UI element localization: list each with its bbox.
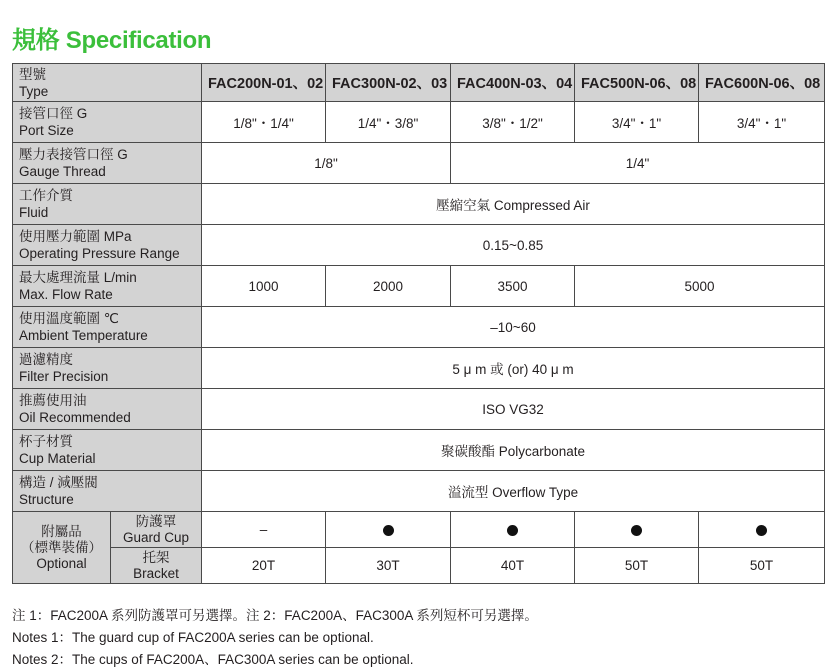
- table-row: [13, 548, 825, 584]
- table-cell: ISO VG32: [202, 389, 825, 430]
- table-cell: [575, 512, 699, 548]
- table-cell: [699, 512, 825, 548]
- table-cell: 溢流型 Overflow Type: [202, 471, 825, 512]
- table-cell: 3500: [451, 266, 575, 307]
- table-row: [13, 512, 825, 548]
- table-cell: 50T: [575, 548, 699, 584]
- row-label-structure: 構造 / 減壓閥 Structure: [13, 471, 202, 512]
- table-row: [13, 307, 825, 348]
- note-zh: 注 1：FAC200A 系列防護罩可另選擇。注 2：FAC200A、FAC300A 系列短杯可另選擇。: [12, 608, 538, 623]
- type-label: 型號 Type: [13, 64, 202, 102]
- model-header: FAC500N-06、08: [575, 64, 699, 102]
- table-cell: 1/8"・1/4": [202, 102, 326, 143]
- row-label-max-flow: 最大處理流量 L/min Max. Flow Rate: [13, 266, 202, 307]
- table-row: [13, 348, 825, 389]
- filled-dot-icon: [756, 525, 767, 536]
- row-label-port-size: 接管口徑 G Port Size: [13, 102, 202, 143]
- row-label-gauge-thread: 壓力表接管口徑 G Gauge Thread: [13, 143, 202, 184]
- row-label-optional: 附屬品 （標準裝備） Optional: [13, 512, 111, 584]
- table-row: [13, 430, 825, 471]
- table-row: [13, 184, 825, 225]
- table-cell: 壓縮空氣 Compressed Air: [202, 184, 825, 225]
- sub-label-bracket: 托架 Bracket: [111, 548, 202, 584]
- note-en-2: Notes 2：The cups of FAC200A、FAC300A series can be optional.: [12, 652, 414, 667]
- table-cell: 1000: [202, 266, 326, 307]
- table-cell: [451, 512, 575, 548]
- table-cell: 40T: [451, 548, 575, 584]
- table-cell: 3/4"・1": [699, 102, 825, 143]
- title-en: Specification: [65, 27, 212, 54]
- table-cell: –10~60: [202, 307, 825, 348]
- table-row: [13, 389, 825, 430]
- row-label-fluid: 工作介質 Fluid: [13, 184, 202, 225]
- table-cell: 50T: [699, 548, 825, 584]
- table-cell: 3/8"・1/2": [451, 102, 575, 143]
- row-label-pressure-range: 使用壓力範圍 MPa Operating Pressure Range: [13, 225, 202, 266]
- row-label-oil: 推薦使用油 Oil Recommended: [13, 389, 202, 430]
- table-cell: [326, 512, 451, 548]
- table-row: [13, 225, 825, 266]
- table-cell: 2000: [326, 266, 451, 307]
- model-header: FAC200N-01、02: [202, 64, 326, 102]
- table-cell: 1/4": [451, 143, 825, 184]
- table-cell: 0.15~0.85: [202, 225, 825, 266]
- table-cell: –: [202, 512, 326, 548]
- note-en-1: Notes 1：The guard cup of FAC200A series can be optional.: [12, 630, 374, 645]
- specification-table: [12, 63, 825, 584]
- sub-label-guard-cup: 防護罩 Guard Cup: [111, 512, 202, 548]
- table-cell: 3/4"・1": [575, 102, 699, 143]
- table-cell: 聚碳酸酯 Polycarbonate: [202, 430, 825, 471]
- table-header-row: [13, 64, 825, 102]
- table-cell: 1/4"・3/8": [326, 102, 451, 143]
- filled-dot-icon: [631, 525, 642, 536]
- page-title: [12, 20, 211, 55]
- table-cell: 5000: [575, 266, 825, 307]
- row-label-temperature: 使用溫度範圍 ℃ Ambient Temperature: [13, 307, 202, 348]
- table-cell: 5 μ m 或 (or) 40 μ m: [202, 348, 825, 389]
- row-label-filter-precision: 過濾精度 Filter Precision: [13, 348, 202, 389]
- filled-dot-icon: [507, 525, 518, 536]
- model-header: FAC600N-06、08: [699, 64, 825, 102]
- table-row: [13, 471, 825, 512]
- table-cell: 20T: [202, 548, 326, 584]
- title-zh: 規格: [12, 26, 60, 54]
- row-label-cup-material: 杯子材質 Cup Material: [13, 430, 202, 471]
- table-cell: 1/8": [202, 143, 451, 184]
- table-cell: 30T: [326, 548, 451, 584]
- table-row: [13, 143, 825, 184]
- filled-dot-icon: [383, 525, 394, 536]
- table-row: [13, 102, 825, 143]
- table-row: [13, 266, 825, 307]
- model-header: FAC300N-02、03: [326, 64, 451, 102]
- model-header: FAC400N-03、04: [451, 64, 575, 102]
